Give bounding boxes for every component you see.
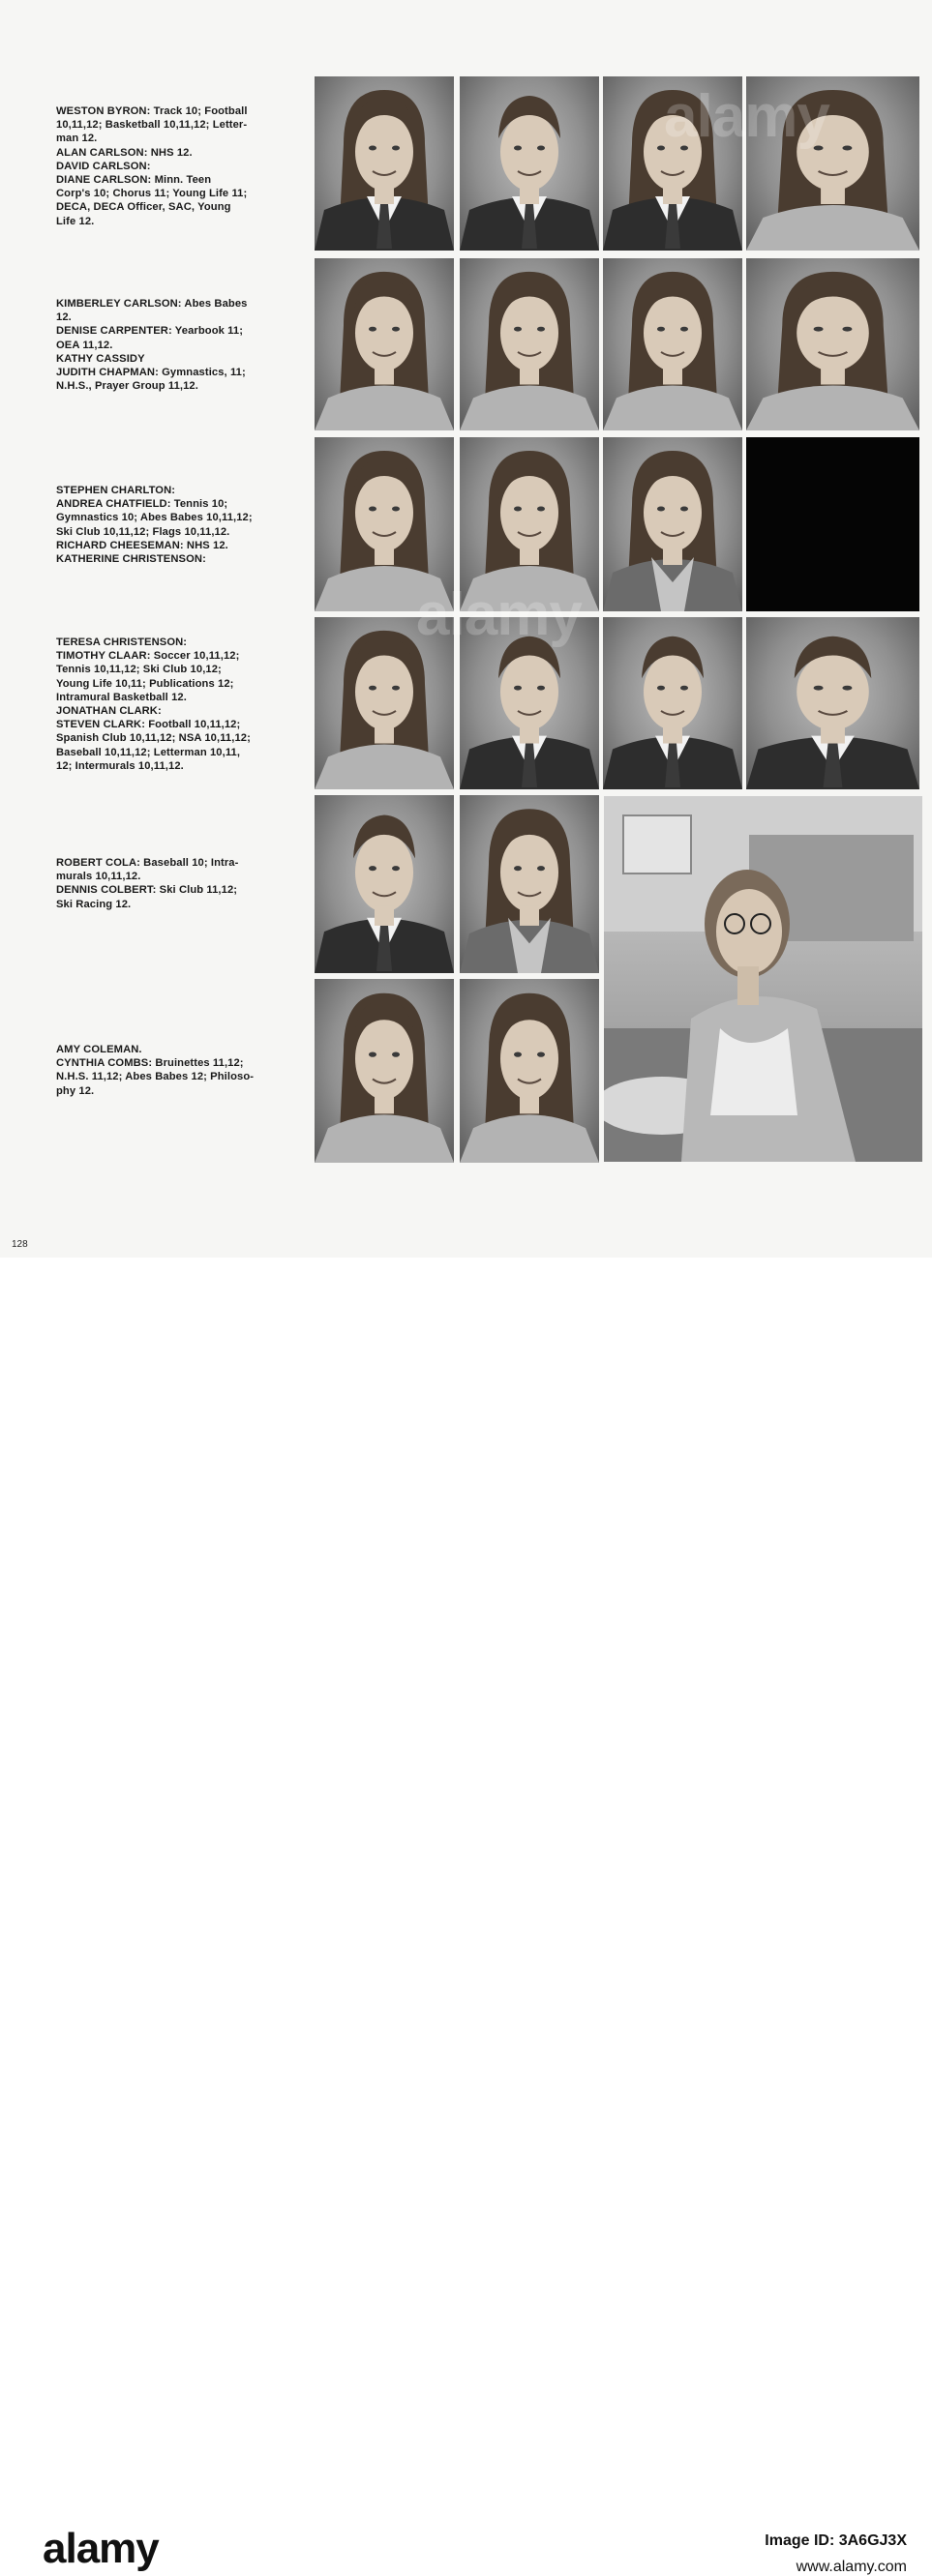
- caption-line: JONATHAN CLARK:: [56, 705, 162, 718]
- caption-line: ANDREA CHATFIELD: Tennis 10;: [56, 498, 228, 511]
- brand-logo: alamy: [43, 2525, 159, 2572]
- caption-block-6: [56, 1043, 306, 1098]
- caption-line: N.H.S., Prayer Group 11,12.: [56, 380, 198, 393]
- portrait-teresa-christenson: [315, 617, 454, 789]
- portrait-andrea-chatfield: [460, 437, 599, 611]
- caption-line: TIMOTHY CLAAR: Soccer 10,11,12;: [56, 650, 240, 663]
- image-id: Image ID: 3A6GJ3X: [765, 2532, 907, 2549]
- caption-block-1: [56, 104, 306, 228]
- caption-line: STEPHEN CHARLTON:: [56, 485, 176, 496]
- caption-line: TERESA CHRISTENSON:: [56, 637, 188, 648]
- yearbook-page: [0, 0, 932, 1258]
- caption-line: JUDITH CHAPMAN: Gymnastics, 11;: [56, 367, 246, 379]
- caption-line: STEVEN CLARK: Football 10,11,12;: [56, 719, 241, 731]
- portrait-richard-cheeseman: [603, 437, 742, 611]
- portrait-amy-coleman: [315, 979, 454, 1163]
- caption-line: Ski Club 10,11,12; Flags 10,11,12.: [56, 525, 230, 538]
- caption-block-2: [56, 297, 306, 393]
- caption-block-4: [56, 636, 306, 773]
- caption-line: Intramural Basketball 12.: [56, 691, 187, 703]
- caption-line: DIANE CARLSON: Minn. Teen: [56, 174, 212, 187]
- caption-line: CYNTHIA COMBS: Bruinettes 11,12;: [56, 1057, 244, 1070]
- candid-photo-student-with-glasses: [604, 796, 922, 1162]
- caption-line: DENISE CARPENTER: Yearbook 11;: [56, 325, 244, 338]
- caption-line: man 12.: [56, 133, 98, 145]
- caption-line: Tennis 10,11,12; Ski Club 10,12;: [56, 664, 222, 676]
- caption-line: ROBERT COLA: Baseball 10; Intra-: [56, 857, 239, 869]
- portrait-kathy-cassidy: [603, 258, 742, 430]
- stock-footer: [0, 1258, 932, 2575]
- caption-line: DECA, DECA Officer, SAC, Young: [56, 201, 231, 214]
- portrait-steven-clark: [746, 617, 919, 789]
- caption-line: phy 12.: [56, 1084, 95, 1097]
- caption-block-3: [56, 484, 306, 566]
- portrait-katherine-christenson: [746, 437, 919, 611]
- portrait-alan-carlson: [460, 76, 599, 251]
- caption-line: Life 12.: [56, 215, 95, 227]
- caption-line: Gymnastics 10; Abes Babes 10,11,12;: [56, 512, 253, 524]
- caption-line: Ski Racing 12.: [56, 898, 132, 910]
- caption-line: ALAN CARLSON: NHS 12.: [56, 146, 193, 159]
- caption-line: murals 10,11,12.: [56, 871, 141, 883]
- portrait-stephen-charlton: [315, 437, 454, 611]
- caption-line: DAVID CARLSON:: [56, 160, 151, 172]
- portrait-david-carlson: [603, 76, 742, 251]
- page-number: 128: [12, 1239, 28, 1250]
- caption-line: KATHERINE CHRISTENSON:: [56, 553, 206, 566]
- portrait-jonathan-clark: [603, 617, 742, 789]
- portrait-cynthia-combs: [460, 979, 599, 1163]
- caption-line: N.H.S. 11,12; Abes Babes 12; Philoso-: [56, 1071, 255, 1083]
- watermark-2: alamy: [416, 581, 582, 648]
- caption-line: 12; Intermurals 10,11,12.: [56, 759, 184, 772]
- portrait-weston-byron: [315, 76, 454, 251]
- portrait-denise-carpenter: [460, 258, 599, 430]
- portrait-judith-chapman: [746, 258, 919, 430]
- portrait-diane-carlson: [746, 76, 919, 251]
- site-url[interactable]: www.alamy.com: [796, 2559, 907, 2575]
- portrait-kimberley-carlson: [315, 258, 454, 430]
- portrait-dennis-colbert: [460, 795, 599, 973]
- caption-line: Young Life 10,11; Publications 12;: [56, 677, 234, 690]
- watermark-1: alamy: [664, 83, 829, 150]
- caption-line: DENNIS COLBERT: Ski Club 11,12;: [56, 884, 238, 897]
- caption-line: Corp's 10; Chorus 11; Young Life 11;: [56, 188, 248, 200]
- caption-line: KIMBERLEY CARLSON: Abes Babes: [56, 298, 248, 310]
- caption-block-5: [56, 856, 306, 911]
- caption-line: OEA 11,12.: [56, 339, 113, 351]
- portrait-timothy-claar: [460, 617, 599, 789]
- portrait-robert-cola: [315, 795, 454, 973]
- caption-line: KATHY CASSIDY: [56, 352, 145, 365]
- caption-line: WESTON BYRON: Track 10; Football: [56, 105, 248, 117]
- caption-line: 12.: [56, 311, 72, 324]
- caption-line: 10,11,12; Basketball 10,11,12; Letter-: [56, 119, 248, 132]
- caption-line: RICHARD CHEESEMAN: NHS 12.: [56, 539, 228, 551]
- caption-line: Spanish Club 10,11,12; NSA 10,11,12;: [56, 732, 251, 745]
- caption-line: Baseball 10,11,12; Letterman 10,11,: [56, 746, 241, 758]
- caption-line: AMY COLEMAN.: [56, 1044, 142, 1055]
